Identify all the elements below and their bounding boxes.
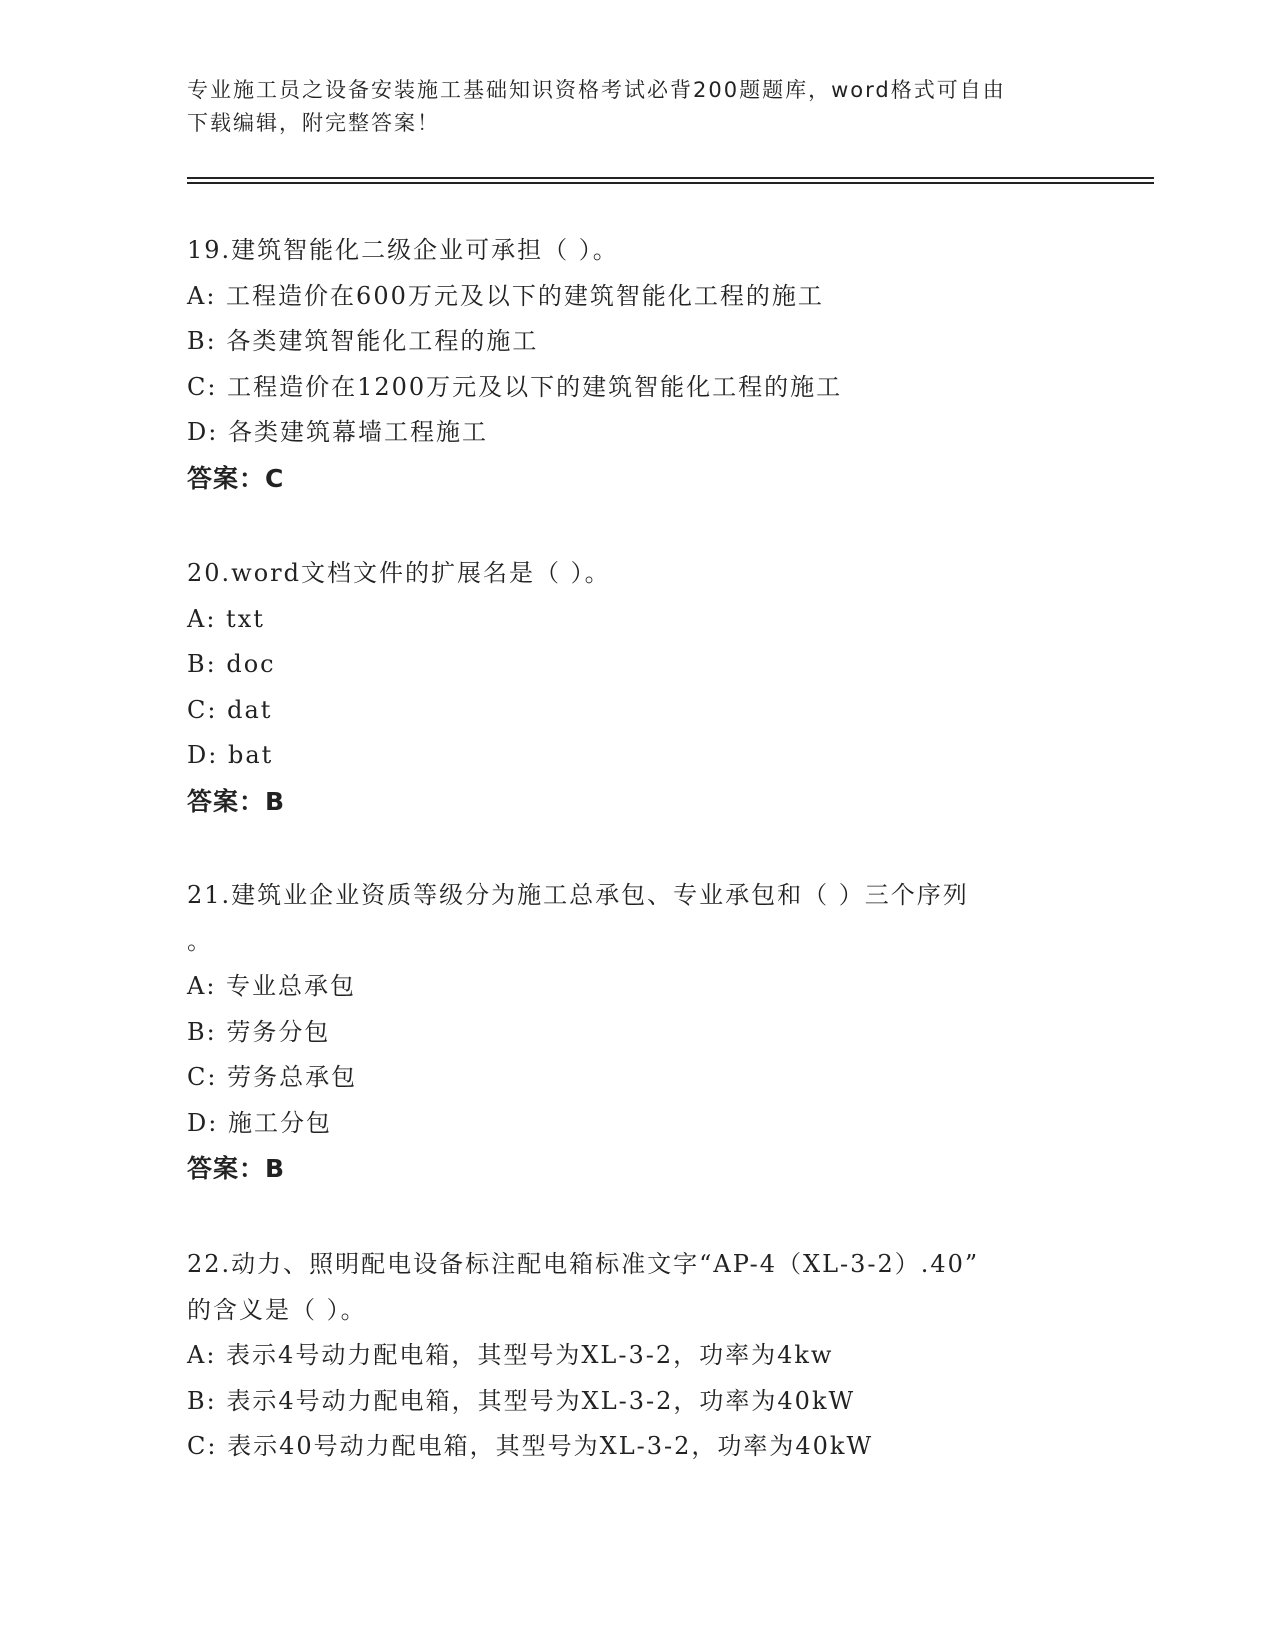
question-22 xyxy=(187,1242,1087,1470)
option-a: A: 专业总承包 xyxy=(187,972,357,1000)
header-divider-top xyxy=(187,177,1154,179)
option-b: B: 各类建筑智能化工程的施工 xyxy=(187,327,539,355)
option-d: D: 施工分包 xyxy=(187,1108,332,1137)
answer: 答案：C xyxy=(187,463,285,493)
option-a: A: txt xyxy=(187,604,265,633)
document-header xyxy=(187,74,1087,140)
option-c: C: 劳务总承包 xyxy=(187,1063,358,1091)
answer: 答案：B xyxy=(187,786,286,816)
option-d: D: 各类建筑幕墙工程施工 xyxy=(187,418,488,446)
question-stem: 20.word文档文件的扩展名是（ ）。 xyxy=(187,559,611,587)
header-line-1: 专业施工员之设备安装施工基础知识资格考试必背200题题库，word格式可自由 xyxy=(187,78,1006,102)
option-b: B: 表示4号动力配电箱，其型号为XL-3-2，功率为40kW xyxy=(187,1386,856,1415)
question-stem-line-2: 的含义是（ ）。 xyxy=(187,1295,367,1324)
option-b: B: 劳务分包 xyxy=(187,1017,331,1046)
header-divider-bottom xyxy=(187,182,1154,184)
option-b: B: doc xyxy=(187,650,276,678)
option-d: D: bat xyxy=(187,741,274,769)
option-a: A: 工程造价在600万元及以下的建筑智能化工程的施工 xyxy=(187,281,824,310)
question-stem-line-1: 22.动力、照明配电设备标注配电箱标准文字“AP-4（XL-3-2）.40” xyxy=(187,1250,980,1278)
option-c: C: dat xyxy=(187,695,273,724)
question-21 xyxy=(187,873,1087,1192)
option-c: C: 表示40号动力配电箱，其型号为XL-3-2，功率为40kW xyxy=(187,1432,874,1460)
question-stem-line-1: 21.建筑业企业资质等级分为施工总承包、专业承包和（ ）三个序列 xyxy=(187,881,969,909)
question-20 xyxy=(187,551,1087,824)
answer: 答案：B xyxy=(187,1154,286,1183)
question-stem-line-2: 。 xyxy=(187,926,213,955)
option-a: A: 表示4号动力配电箱，其型号为XL-3-2，功率为4kw xyxy=(187,1341,834,1369)
header-line-2: 下载编辑，附完整答案！ xyxy=(187,111,440,135)
question-19 xyxy=(187,228,1087,501)
question-stem: 19.建筑智能化二级企业可承担（ ）。 xyxy=(187,236,619,264)
option-c: C: 工程造价在1200万元及以下的建筑智能化工程的施工 xyxy=(187,372,843,401)
